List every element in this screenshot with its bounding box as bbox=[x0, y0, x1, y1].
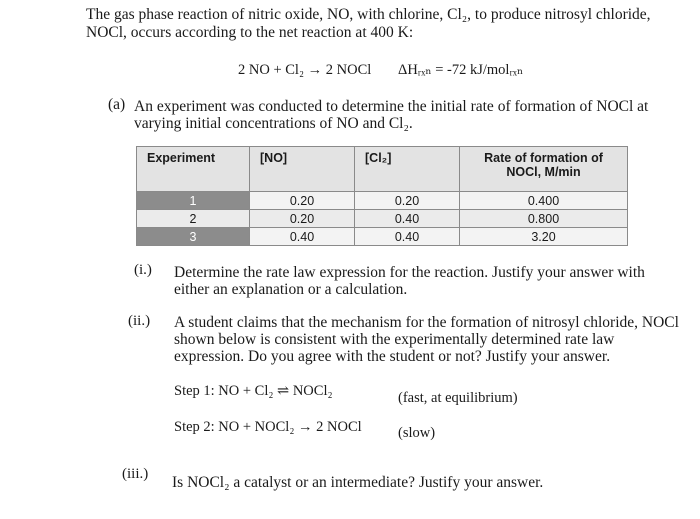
mechanism-step-1: Step 1: NO + Cl₂ ⇌ NOCl₂ bbox=[174, 383, 333, 399]
experiment-data-table bbox=[136, 146, 628, 246]
intro-line-2: NOCl, occurs according to the net reaction at 400 K: bbox=[86, 24, 414, 41]
question-ii-number: (ii.) bbox=[128, 313, 151, 329]
question-i-line-1: Determine the rate law expression for the reaction. Justify your answer with bbox=[174, 264, 645, 281]
cl2-concentration: 0.20 bbox=[355, 192, 460, 210]
rate-value: 3.20 bbox=[460, 228, 628, 246]
rate-value: 0.800 bbox=[460, 210, 628, 228]
table-row bbox=[137, 210, 628, 228]
part-a-line-2: varying initial concentrations of NO and Cl₂. bbox=[134, 115, 413, 132]
header-experiment: Experiment bbox=[137, 147, 250, 192]
intro-line-1: The gas phase reaction of nitric oxide, NO, with chlorine, Cl₂, to produce nitrosyl chloride, bbox=[86, 6, 651, 23]
no-concentration: 0.20 bbox=[250, 210, 355, 228]
net-reaction-equation: 2 NO + Cl₂ → 2 NOCl bbox=[238, 62, 372, 78]
question-i-line-2: either an explanation or a calculation. bbox=[174, 281, 408, 298]
cl2-concentration: 0.40 bbox=[355, 228, 460, 246]
experiment-number: 2 bbox=[137, 210, 250, 228]
question-iii-number: (iii.) bbox=[122, 466, 149, 482]
rate-value: 0.400 bbox=[460, 192, 628, 210]
mechanism-step-2: Step 2: NO + NOCl₂ → 2 NOCl bbox=[174, 419, 362, 435]
table-row bbox=[137, 228, 628, 246]
question-ii-line-1: A student claims that the mechanism for the formation of nitrosyl chloride, NOCl bbox=[174, 314, 679, 331]
table-row bbox=[137, 192, 628, 210]
no-concentration: 0.20 bbox=[250, 192, 355, 210]
no-concentration: 0.40 bbox=[250, 228, 355, 246]
question-i-number: (i.) bbox=[134, 262, 152, 278]
experiment-number: 3 bbox=[137, 228, 250, 246]
table-header-row bbox=[137, 147, 628, 192]
question-ii-line-2: shown below is consistent with the experimentally determined rate law bbox=[174, 331, 615, 348]
part-a-line-1: An experiment was conducted to determine the initial rate of formation of NOCl at bbox=[134, 98, 649, 115]
header-cl2-concentration: [Cl₂] bbox=[355, 147, 460, 192]
question-iii-line-1: Is NOCl₂ a catalyst or an intermediate? Justify your answer. bbox=[172, 474, 544, 491]
part-a-label: (a) bbox=[108, 96, 126, 113]
cl2-concentration: 0.40 bbox=[355, 210, 460, 228]
mechanism-step-1-note: (fast, at equilibrium) bbox=[398, 390, 518, 406]
enthalpy-value: ΔHᵣₓₙ = -72 kJ/molᵣₓₙ bbox=[398, 62, 524, 78]
question-ii-line-3: expression. Do you agree with the student or not? Justify your answer. bbox=[174, 348, 611, 365]
header-rate: Rate of formation of NOCl, M/min bbox=[460, 147, 628, 192]
mechanism-step-2-note: (slow) bbox=[398, 425, 436, 441]
header-no-concentration: [NO] bbox=[250, 147, 355, 192]
experiment-number: 1 bbox=[137, 192, 250, 210]
